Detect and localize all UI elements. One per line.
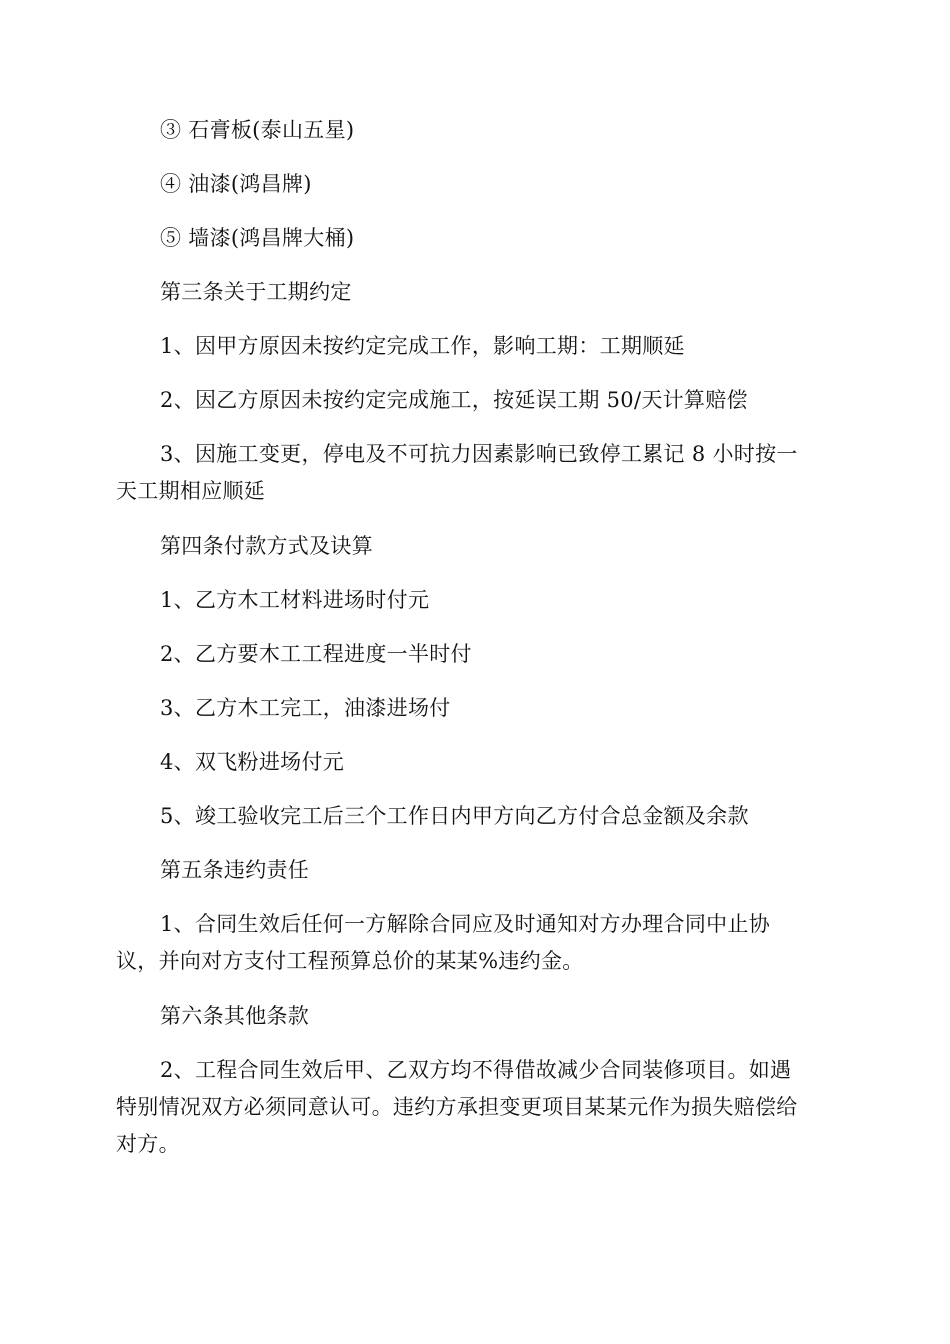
clause-4-2 — [116, 636, 880, 673]
heading-text: 第三条关于工期约定 — [160, 280, 352, 304]
text-line: ③ 石膏板(泰山五星) — [160, 118, 355, 142]
clause-3-1 — [116, 328, 880, 365]
clause-6-2 — [116, 1052, 836, 1163]
clause-3-2 — [116, 382, 880, 419]
text-line: 2、工程合同生效后甲、乙双方均不得借故减少合同装修项目。如遇 — [160, 1058, 792, 1082]
text-line: 1、因甲方原因未按约定完成工作，影响工期：工期顺延 — [160, 334, 685, 358]
text-line: 2、因乙方原因未按约定完成施工，按延误工期 50/天计算赔偿 — [160, 388, 748, 412]
section-heading-article-4 — [116, 528, 880, 565]
text-line: ⑤ 墙漆(鸿昌牌大桶) — [160, 226, 355, 250]
section-heading-article-6 — [116, 998, 880, 1035]
text-line: 3、因施工变更，停电及不可抗力因素影响已致停工累记 8 小时按一 — [160, 442, 798, 466]
clause-3-3 — [116, 436, 836, 510]
heading-text: 第四条付款方式及诀算 — [160, 534, 373, 558]
section-heading-article-5 — [116, 852, 880, 889]
text-line: 3、乙方木工完工，油漆进场付 — [160, 696, 451, 720]
text-line: 2、乙方要木工工程进度一半时付 — [160, 642, 472, 666]
text-line: 对方。 — [116, 1132, 180, 1156]
text-line: 天工期相应顺延 — [116, 479, 266, 503]
text-line: 1、乙方木工材料进场时付元 — [160, 588, 430, 612]
text-line: 4、双飞粉进场付元 — [160, 750, 345, 774]
section-heading-article-3 — [116, 274, 880, 311]
clause-4-5 — [116, 798, 880, 835]
text-line: ④ 油漆(鸿昌牌) — [160, 172, 312, 196]
text-line: 1、合同生效后任何一方解除合同应及时通知对方办理合同中止协 — [160, 912, 771, 936]
clause-4-1 — [116, 582, 880, 619]
text-line: 议，并向对方支付工程预算总价的某某%违约金。 — [116, 949, 584, 973]
clause-4-3 — [116, 690, 880, 727]
heading-text: 第六条其他条款 — [160, 1004, 310, 1028]
material-item-wall-paint — [116, 220, 880, 257]
clause-4-4 — [116, 744, 880, 781]
material-item-gypsum-board — [116, 112, 880, 149]
clause-5-1 — [116, 906, 836, 980]
text-line: 特别情况双方必须同意认可。违约方承担变更项目某某元作为损失赔偿给 — [116, 1095, 798, 1119]
text-line: 5、竣工验收完工后三个工作日内甲方向乙方付合总金额及余款 — [160, 804, 749, 828]
material-item-paint — [116, 166, 880, 203]
heading-text: 第五条违约责任 — [160, 858, 310, 882]
